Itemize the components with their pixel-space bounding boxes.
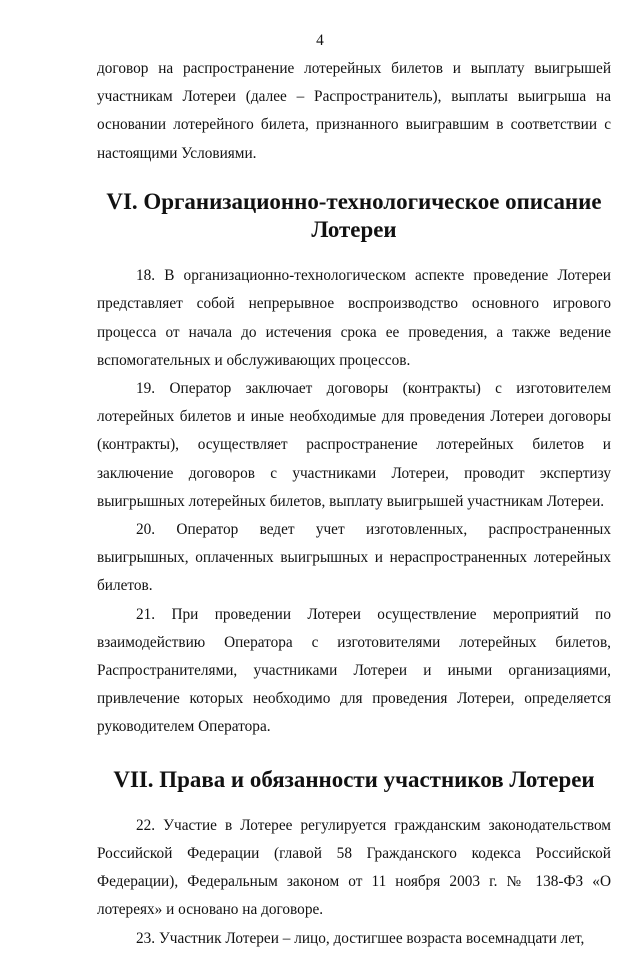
paragraph-22: 22. Участие в Лотерее регулируется гражданским законодательством Российской Федерации (главой 58 Гражданского кодекса Российской Федерации), Федеральным законом от 11 ноября 2003 г. № 138-ФЗ «О лотереях» и основано на договоре.	[97, 816, 611, 919]
paragraph-19: 19. Оператор заключает договоры (контракты) с изготовителем лотерейных билетов и иные необходимые для проведения Лотереи договоры (контракты), осуществляет распространение лотерейных билетов и заключение договоров с участниками Лотереи, проводит экспертизу выигрышных лотерейных билетов, выплату выигрышей участникам Лотереи.	[97, 380, 611, 510]
paragraph-20: 20. Оператор ведет учет изготовленных, распространенных выигрышных, оплаченных выигрышных и нераспространенных лотерейных билетов.	[97, 521, 611, 595]
section-7-heading: VII. Права и обязанности участников Лотереи	[113, 766, 595, 792]
document-body	[97, 55, 611, 953]
paragraph-23: 23. Участник Лотереи – лицо, достигшее возраста восемнадцати лет,	[136, 929, 585, 947]
page-number: 4	[316, 32, 324, 49]
paragraph-21: 21. При проведении Лотереи осуществление мероприятий по взаимодействию Оператора с изготовителями лотерейных билетов, Распространителями, участниками Лотереи и иными организациями, привлечение которых необходимо для проведения Лотереи, определяется руководителем Оператора.	[97, 605, 611, 736]
paragraph-18: 18. В организационно-технологическом аспекте проведение Лотереи представляет собой непрерывное воспроизводство основного игрового процесса от начала до истечения срока ее проведения, а также ведение вспомогательных и обслуживающих процессов.	[97, 267, 611, 369]
continuation-paragraph: договор на распространение лотерейных билетов и выплату выигрышей участникам Лотереи (далее – Распространитель), выплаты выигрыша на основании лотерейного билета, признанного выигравшим в соответствии с настоящими Условиями.	[97, 60, 611, 162]
section-6-heading: VI. Организационно-технологическое описание Лотереи	[106, 188, 602, 243]
